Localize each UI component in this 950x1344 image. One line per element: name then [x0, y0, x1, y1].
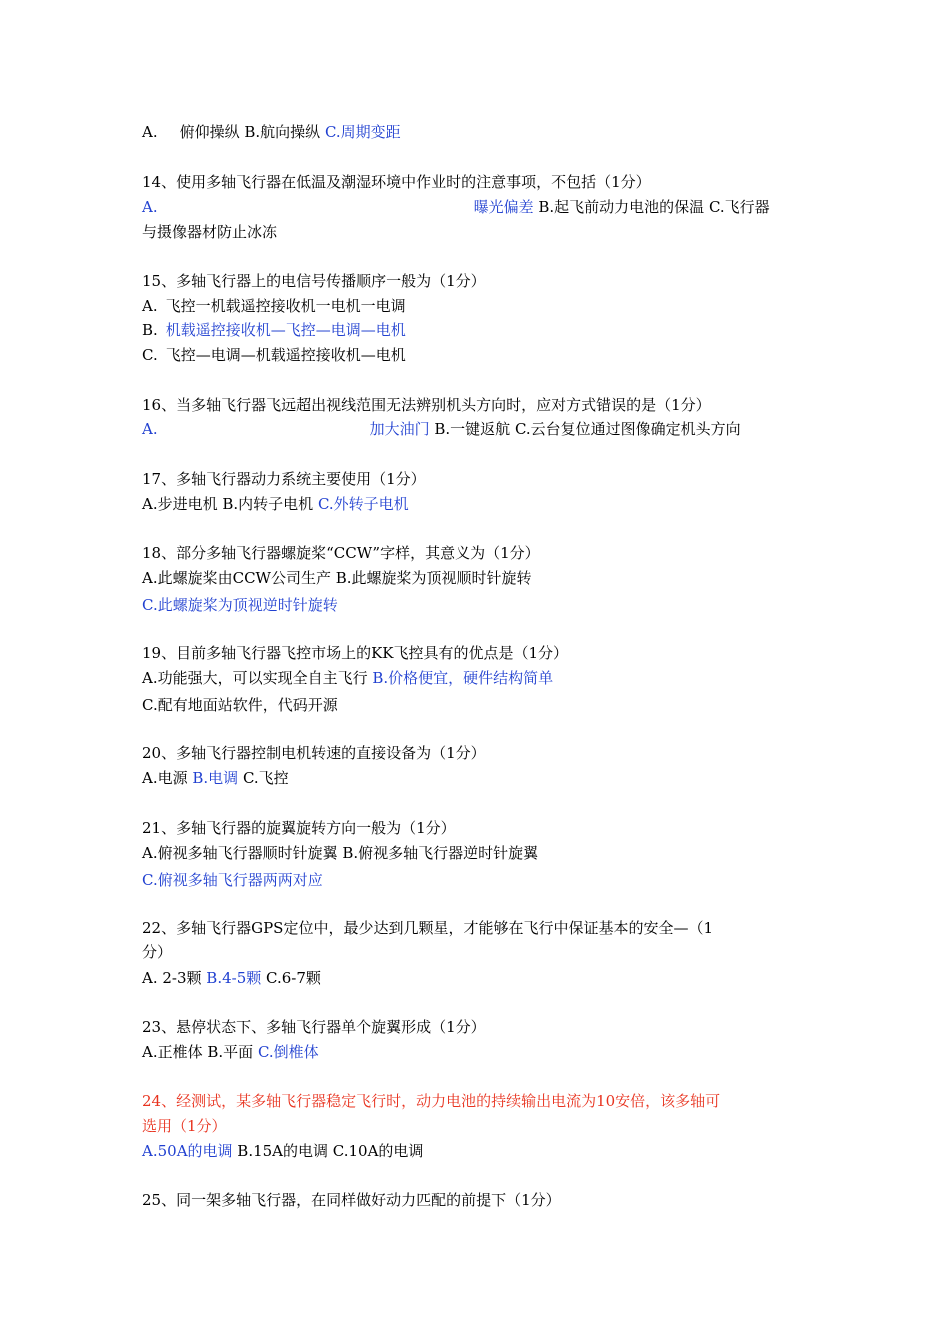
correct-answer: B.电调	[192, 769, 239, 787]
q20-stem: 20、多轴飞行器控制电机转速的直接设备为（1分）	[142, 744, 486, 762]
option-text: A. 2-3颗	[142, 969, 207, 987]
q14-options	[142, 197, 770, 219]
q22-options	[142, 968, 321, 990]
correct-answer: B.4-5颗	[206, 969, 262, 987]
option-text: A.步进电机 B.内转子电机	[142, 495, 318, 513]
q17-options	[142, 494, 409, 516]
correct-answer: C.外转子电机	[317, 495, 409, 513]
q22-stem: 22、多轴飞行器GPS定位中，最少达到几颗星，才能够在飞行中保证基本的安全—（1	[142, 919, 713, 937]
q24-stem: 24、经测试，某多轴飞行器稳定飞行时，动力电池的持续输出电流为10安倍，该多轴可	[142, 1092, 721, 1110]
q18-stem: 18、部分多轴飞行器螺旋桨“CCW”字样，其意义为（1分）	[142, 544, 540, 562]
option-text: B.一键返航 C.云台复位通过图像确定机头方向	[429, 420, 741, 438]
correct-answer: 加大油门	[369, 420, 430, 438]
q25-stem: 25、同一架多轴飞行器，在同样做好动力匹配的前提下（1分）	[142, 1191, 561, 1209]
q16-stem: 16、当多轴飞行器飞远超出视线范围无法辨别机头方向时，应对方式错误的是（1分）	[142, 396, 711, 414]
q15-option-b	[142, 320, 406, 342]
option-label: B.	[142, 321, 158, 339]
option-text: A.正椎体 B.平面	[142, 1043, 258, 1061]
q17-stem: 17、多轴飞行器动力系统主要使用（1分）	[142, 470, 426, 488]
q16-options	[142, 419, 741, 441]
q20-options	[142, 768, 289, 790]
correct-answer: 机载遥控接收机—飞控—电调—电机	[165, 321, 406, 339]
option-text: C.飞控	[238, 769, 289, 787]
q15-option-c	[142, 345, 406, 367]
option-label: C.	[142, 346, 158, 364]
option-text: 飞控一机载遥控接收机一电机一电调	[165, 297, 406, 315]
correct-answer: C.周期变距	[324, 123, 401, 141]
q14-options-wrap: 与摄像器材防止冰冻	[142, 223, 278, 241]
q18-options-ab: A.此螺旋桨由CCW公司生产 B.此螺旋桨为顶视顺时针旋转	[142, 569, 532, 587]
option-label: A.	[142, 123, 158, 141]
option-label: A.	[142, 297, 158, 315]
option-label: A.	[142, 198, 158, 216]
q24-options	[142, 1141, 423, 1163]
q19-stem: 19、目前多轴飞行器飞控市场上的KK飞控具有的优点是（1分）	[142, 644, 569, 662]
q24-stem-wrap: 选用（1分）	[142, 1117, 227, 1135]
correct-answer: B.价格便宜，硬件结构简单	[372, 669, 554, 687]
option-text: A.电源	[142, 769, 193, 787]
option-text: B.15A的电调 C.10A的电调	[232, 1142, 424, 1160]
option-label: A.	[142, 420, 158, 438]
option-text: C.6-7颗	[261, 969, 321, 987]
option-text: 俯仰操纵 B.航向操纵	[179, 123, 325, 141]
option-text: A.功能强大，可以实现全自主飞行	[142, 669, 373, 687]
q15-stem: 15、多轴飞行器上的电信号传播顺序一般为（1分）	[142, 272, 486, 290]
correct-answer: 曝光偏差	[473, 198, 534, 216]
q14-stem: 14、使用多轴飞行器在低温及潮湿环境中作业时的注意事项，不包括（1分）	[142, 173, 651, 191]
correct-answer: A.50A的电调	[142, 1142, 233, 1160]
q13-options	[142, 122, 401, 144]
q21-correct-answer: C.俯视多轴飞行器两两对应	[142, 871, 323, 889]
q21-stem: 21、多轴飞行器的旋翼旋转方向一般为（1分）	[142, 819, 456, 837]
q22-stem-wrap: 分）	[142, 943, 173, 961]
q21-options-ab: A.俯视多轴飞行器顺时针旋翼 B.俯视多轴飞行器逆时针旋翼	[142, 844, 539, 862]
option-text: 飞控—电调—机载遥控接收机—电机	[165, 346, 406, 364]
q18-correct-answer: C.此螺旋桨为顶视逆时针旋转	[142, 596, 338, 614]
q23-stem: 23、悬停状态下、多轴飞行器单个旋翼形成（1分）	[142, 1018, 486, 1036]
q15-option-a	[142, 296, 406, 318]
option-text: B.起飞前动力电池的保温 C.飞行器	[533, 198, 770, 216]
q19-options-ab	[142, 668, 553, 690]
q23-options	[142, 1042, 319, 1064]
q19-option-c: C.配有地面站软件，代码开源	[142, 696, 338, 714]
correct-answer: C.倒椎体	[257, 1043, 319, 1061]
